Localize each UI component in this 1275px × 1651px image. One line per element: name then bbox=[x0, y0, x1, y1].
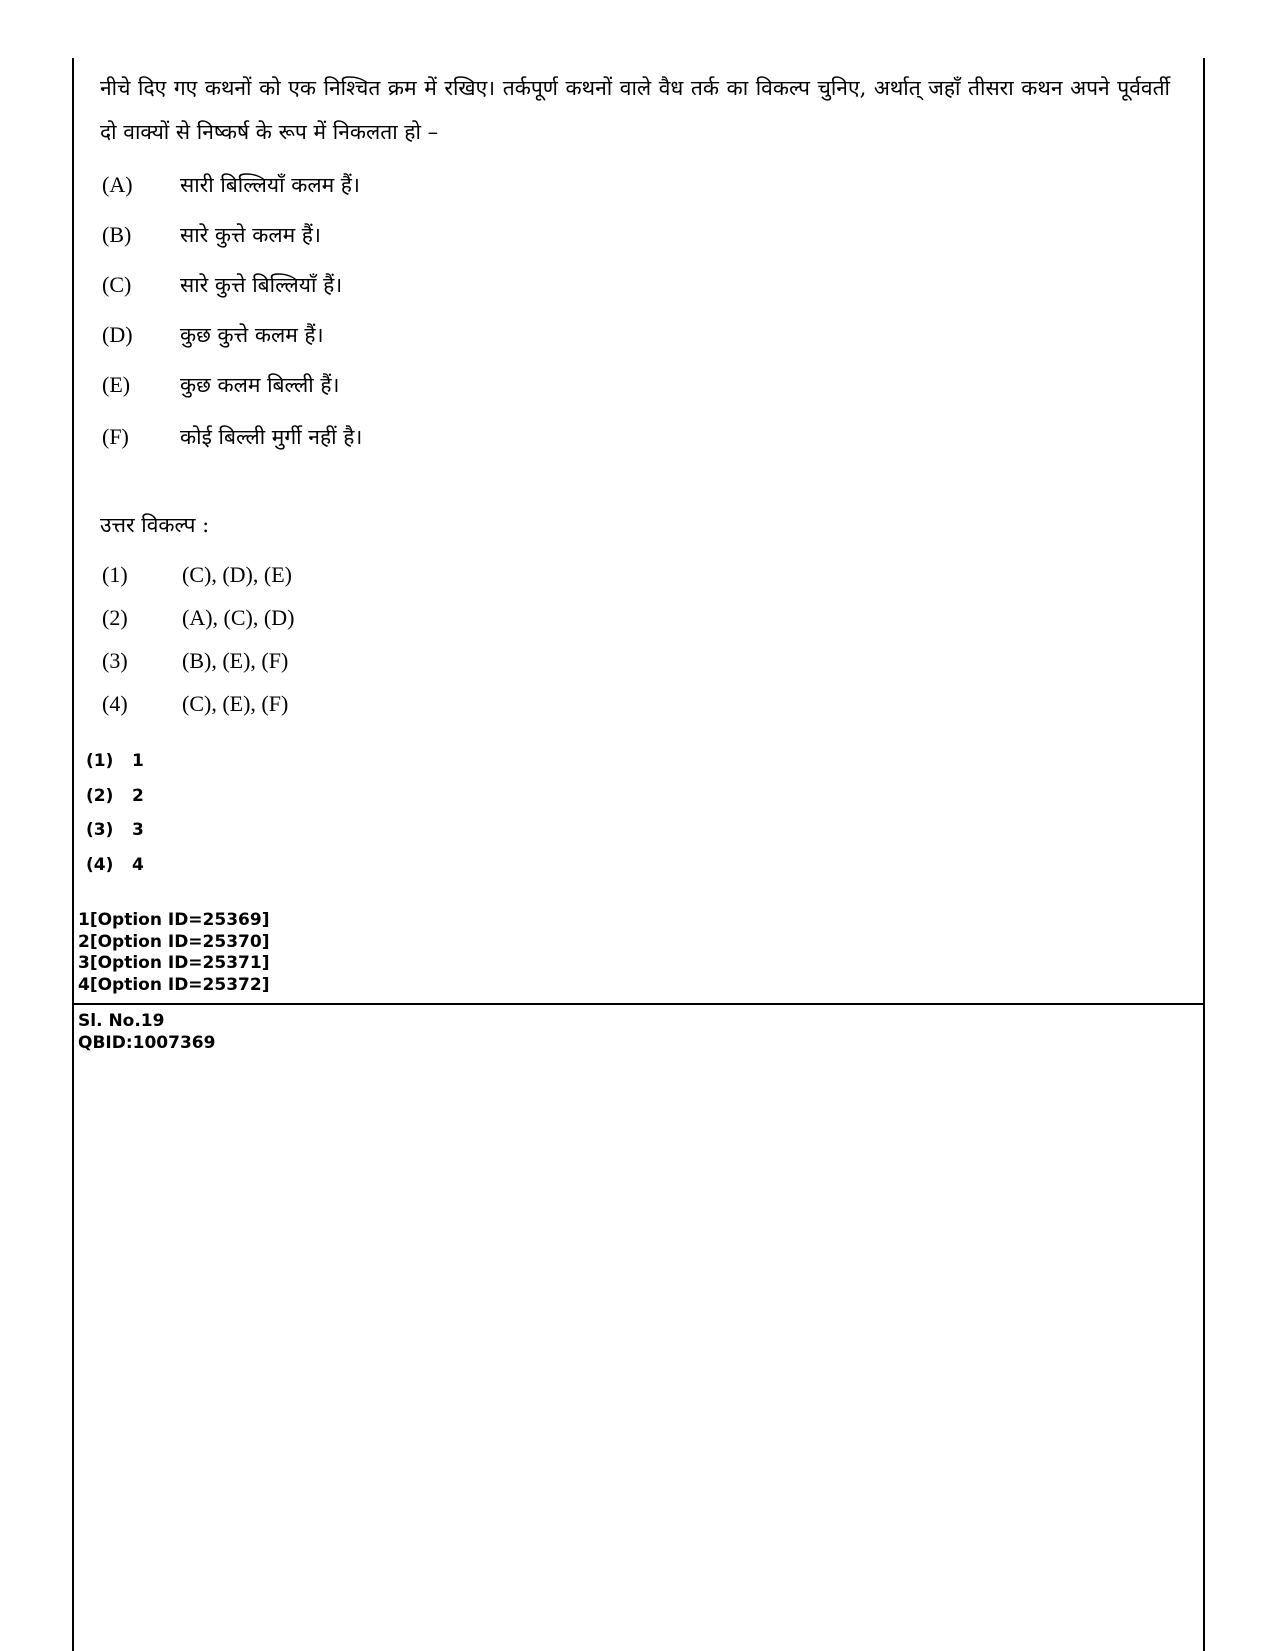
statement-label: (B) bbox=[102, 222, 132, 247]
left-border bbox=[72, 58, 74, 1651]
statement-label: (F) bbox=[102, 424, 129, 449]
choice-label: (3) bbox=[102, 648, 128, 673]
statement-text: कुछ कलम बिल्ली हैं। bbox=[180, 373, 340, 397]
qbid: QBID:1007369 bbox=[78, 1033, 216, 1053]
serial-number: Sl. No.19 bbox=[78, 1011, 165, 1031]
choice-label: (4) bbox=[102, 691, 128, 716]
option-id-2: 2[Option ID=25370] bbox=[78, 931, 270, 952]
option-id-3: 3[Option ID=25371] bbox=[78, 953, 270, 973]
option-id-1: 1[Option ID=25369] bbox=[78, 910, 270, 930]
option-id-list bbox=[78, 910, 269, 996]
answer-choice-4 bbox=[102, 689, 288, 719]
question-text: नीचे दिए गए कथनों को एक निश्चित क्रम में रखिए। तर्कपूर्ण कथनों वाले वैध तर्क का विकल्प चुनिए, अर्थात् जहाँ तीसरा कथन अपने पूर्ववर्ती दो वाक्यों से निष्कर्ष के रूप में निकलता हो – bbox=[100, 76, 1170, 144]
right-border bbox=[1203, 58, 1205, 1651]
statement-e bbox=[102, 368, 340, 402]
option-4[interactable] bbox=[86, 854, 144, 876]
statement-text: सारे कुत्ते बिल्लियाँ हैं। bbox=[180, 273, 343, 297]
option-1[interactable] bbox=[86, 750, 144, 772]
answer-choice-1 bbox=[102, 560, 292, 590]
choice-text: (C), (D), (E) bbox=[182, 562, 292, 587]
choice-label: (1) bbox=[102, 562, 128, 587]
statement-label: (A) bbox=[102, 172, 133, 197]
option-label: (2) bbox=[86, 786, 114, 806]
option-3[interactable] bbox=[86, 819, 144, 841]
question-divider bbox=[72, 1003, 1205, 1005]
choice-label: (2) bbox=[102, 605, 128, 630]
statement-f bbox=[102, 420, 362, 454]
statement-a bbox=[102, 168, 360, 202]
answer-choice-2 bbox=[102, 603, 294, 633]
option-value: 4 bbox=[132, 855, 144, 875]
statement-text: कोई बिल्ली मुर्गी नहीं है। bbox=[180, 425, 363, 449]
statement-text: सारी बिल्लियाँ कलम हैं। bbox=[180, 173, 360, 197]
statement-label: (C) bbox=[102, 272, 132, 297]
next-question-meta bbox=[78, 1010, 215, 1054]
choice-text: (C), (E), (F) bbox=[182, 691, 289, 716]
option-value: 2 bbox=[132, 786, 144, 806]
statement-d bbox=[102, 318, 324, 352]
option-label: (1) bbox=[86, 751, 114, 771]
answer-heading: उत्तर विकल्प : bbox=[100, 513, 210, 537]
option-label: (3) bbox=[86, 820, 114, 840]
statement-text: कुछ कुत्ते कलम हैं। bbox=[180, 323, 324, 347]
option-value: 3 bbox=[132, 820, 144, 840]
option-label: (4) bbox=[86, 855, 114, 875]
statement-c bbox=[102, 268, 342, 302]
option-value: 1 bbox=[132, 751, 144, 771]
statement-label: (D) bbox=[102, 322, 133, 347]
statement-label: (E) bbox=[102, 372, 131, 397]
option-2[interactable] bbox=[86, 785, 144, 807]
choice-text: (B), (E), (F) bbox=[182, 648, 289, 673]
option-id-4: 4[Option ID=25372] bbox=[78, 974, 270, 995]
answer-choice-3 bbox=[102, 646, 288, 676]
statement-text: सारे कुत्ते कलम हैं। bbox=[180, 223, 321, 247]
choice-text: (A), (C), (D) bbox=[182, 605, 295, 630]
statement-b bbox=[102, 218, 321, 252]
